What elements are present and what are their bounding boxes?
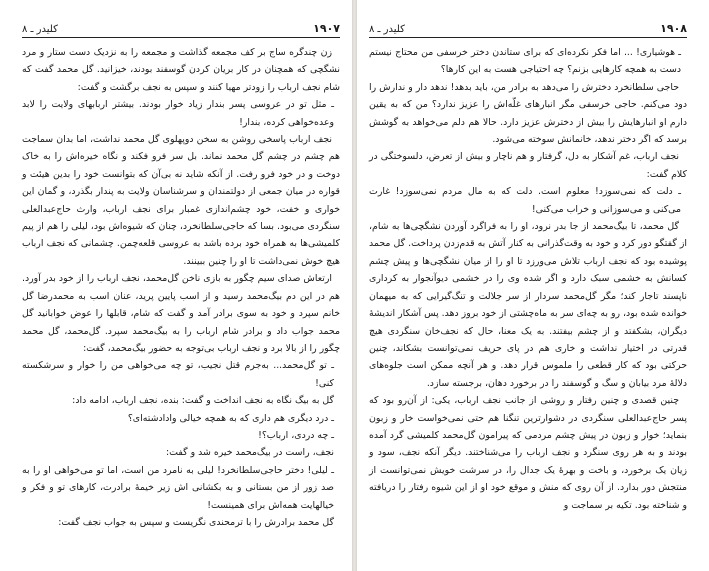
paragraph: نجف ارباب، غم آشکار به دل، گرفتار و هم ناچار و بیش از تعرض، دلسوختگی در کلام گفت: xyxy=(369,151,687,180)
paragraph: نجف ارباب پاسخی روشن به سخن دوپهلوی گل محمد نداشت، اما بدان سماجت هم چشم در چشم گل محمد نماند. بل سر فرو فکند و نگاه خیره‌اش را به خاک دوخت و در خود فرو رفت. از آنکه شاید نه بی‌آن که بتوانست خود را بدین هیئت و قواره در میان جمعی از دولتمندان و سرشناسان ولایت به پندار بگذرد، و گمان این خواری و خفت، خود چشم‌اندازی غمبار برای نجف ارباب، وارث حاج‌عبدالعلی سنگردی می‌بود. بسا که حاجی‌سلطانخرد، چنان که شیوه‌اش بود، لیلی را هم از پیم کلمیشی‌ها به همراه خود برده باشد به عروسی قلعه‌چمن. چشمانی که نجف ارباب هیچ خوش نمی‌داشت تا او را چنین ببینند. xyxy=(22,134,340,267)
dialogue-line: نجف، راست در بیگ‌محمد خیره شد و گفت: xyxy=(166,447,334,459)
dialogue-line: ـ دلت که نمی‌سوزد! معلوم است. دلت که به مال مردم نمی‌سوزد! غارت می‌کنی و می‌سوزانی و خراب می‌کنی! xyxy=(369,186,681,215)
dialogue-line: ـ هوشیاری! ... اما فکر نکرده‌ای که برای ستاندن دختر خرسفی من محتاج نیستم دست به همچه کارهایی بزنم؟ چه احتیاجی هست به این کارها؟ xyxy=(369,47,681,76)
dialogue-line: گل محمد برادرش را با ترمحندی نگریست و سپس به جواب نجف گفت: xyxy=(58,516,334,528)
page-number: ۱۹۰۷ xyxy=(313,22,340,35)
left-page-body xyxy=(22,44,340,531)
paragraph: گل محمد، تا بیگ‌محمد از جا بدر نرود، او را به فراگرد آوردن نشگچی‌ها به شام، از گفتگو دور کرد و خود به وقت‌گذرانی به کنار آتش به قدم‌زدن پرداخت. گل محمد پوشیده بود که نجف ارباب تلاش می‌ورزد تا او را از میان نشگچی‌ها و پیش چشم کسانش به خشمی سبک دارد و اگر شده وی را در خشمی دیو‌آنجوار به کرداری ناپسند تاجار کند؛ مگر گل‌محمد سردار از سر جلالت و تنگ‌گیرایی که به میهمان خوانده شده بود، رو به چه‌ای‌ سر به ماه‌چشتی از خود بروز دهد. پس آشکار اندیشهٔ دیگران، بشکفتد و از چشم بیفتند. به یک معنا، حال که نجف‌خان سنگردی هیچ قدرتی در اختیار نداشت و خاری هم در پای حریف نمی‌توانست بشکاند، چنین حرکتی بود که کار قطعی را ملموس قرار دهد. و هر آنچه ممکن است جلوه‌های دلالهٔ مرد بیابان و سگ و گوسفند را در برخورد دهان، برجسته سازد. xyxy=(369,221,687,389)
page-number: ۱۹۰۸ xyxy=(660,22,687,35)
left-page xyxy=(0,0,352,571)
dialogue-line: ـ لیلی! دختر حاجی‌سلطانخرد! لیلی به نامرد من است، اما تو می‌خواهی او را به صد زور از من بستانی و به بکشانی‌ اش زیر خیمهٔ برادرت، کارهای تو و فکر و خیالهایت همه‌اش برای همینست! xyxy=(22,464,334,511)
paragraph: حاجی سلطانخرد دخترش را می‌دهد به برادر من، باید بدهد! ندهد دار و ندارش را دود می‌کنم. حاجی خرسفی مگر انبارهای غلّه‌اش را عزیز ندارد؟ من که به یقین دارم او انبارهایش را بیش از دخترش عزیز دارد. حالا هم دلم می‌خواهد به گوشش برسد که اگر دختر ندهد، خانمانش سوخته می‌شود. xyxy=(369,81,687,146)
dialogue-line: ـ مثل تو در عروسی پسر بندار زیاد خوار بودند. بیشتر اربابهای ولایت را لابد وعده‌خواهی کرده، بندار! xyxy=(22,99,334,128)
dialogue-line: گل به بیگ نگاه به نجف انداخت و گفت: بنده، نجف ارباب، ادامه داد: xyxy=(72,395,334,407)
left-page-header xyxy=(22,22,340,38)
paragraph: چنین قصدی و چنین رفتار و روشی از جانب نجف ارباب، یکی: از آن‌رو بود که پسر حاج‌عبدالعلی سنگردی در دشوارترین تنگنا هم حتی نمی‌خواست خار و زبون بنماید؛ خوار و زبون در پیش چشم مردمی که پیرامون گل‌محمد کلمیشی گرد آمده بودند و به هر روی سنگرد و نجف ارباب را می‌شناختند. دیگر آنکه نجف، سود و زیان یک برخورد، و باخت و بهرهٔ یک جدال را، در سرشت خویش نمی‌توانست از منتجش دور بدارد. از آن روی که منش و موقع خود او از این شیوه رفتار را دریافته و شناخته بود. تکیه بر سماجت و xyxy=(369,395,687,511)
running-title: کلیدر ـ ۸ xyxy=(22,24,58,35)
dialogue-line: ـ درد دیگری هم داری که به همچه خیالی وادادشته‌ای؟ xyxy=(127,412,334,424)
dialogue-line: ـ تو گل‌محمد... به‌جرم قتل نجیب، تو چه می‌خواهی من را خوار و سرشکسته کنی! xyxy=(22,360,334,389)
right-page-body xyxy=(369,44,687,514)
paragraph: زن چندگره ساج بر کف مجمعه گذاشت و مجمعه را به نزدیک دست ستار و مرد نشگچی که همچنان در کار بریان کردن گوسفند بودند، خیزانید. گل محمد گفت که شام نجف ارباب را زودتر مهیا کنند و سپس به نجف برگشت و گفت: xyxy=(22,47,340,93)
dialogue-line: ـ چه دردی، ارباب؟! xyxy=(258,429,334,441)
right-page xyxy=(357,0,709,571)
running-title: کلیدر ـ ۸ xyxy=(369,24,405,35)
right-page-header xyxy=(369,22,687,38)
paragraph: ارتعاش صدای سیم چگور به بازی ناخن گل‌محمد، نجف ارباب را از خود بدر آورد. هم در این دم بیگ‌محمد رسید و از اسب پایین پرید، عنان اسب به محمدرضا گل خانم سپرد و خود به سوی برادر آمد و گفت که شام، قابلها را عوض خوابانید گل محمد جواب داد و برادر شام ارباب را به بیگ‌محمد سپرد. گل‌محمد، گل محمد چگور را از بالا برد و نجف ارباب بی‌توجه به حضور بیگ‌محمد، گفت: xyxy=(22,273,340,354)
